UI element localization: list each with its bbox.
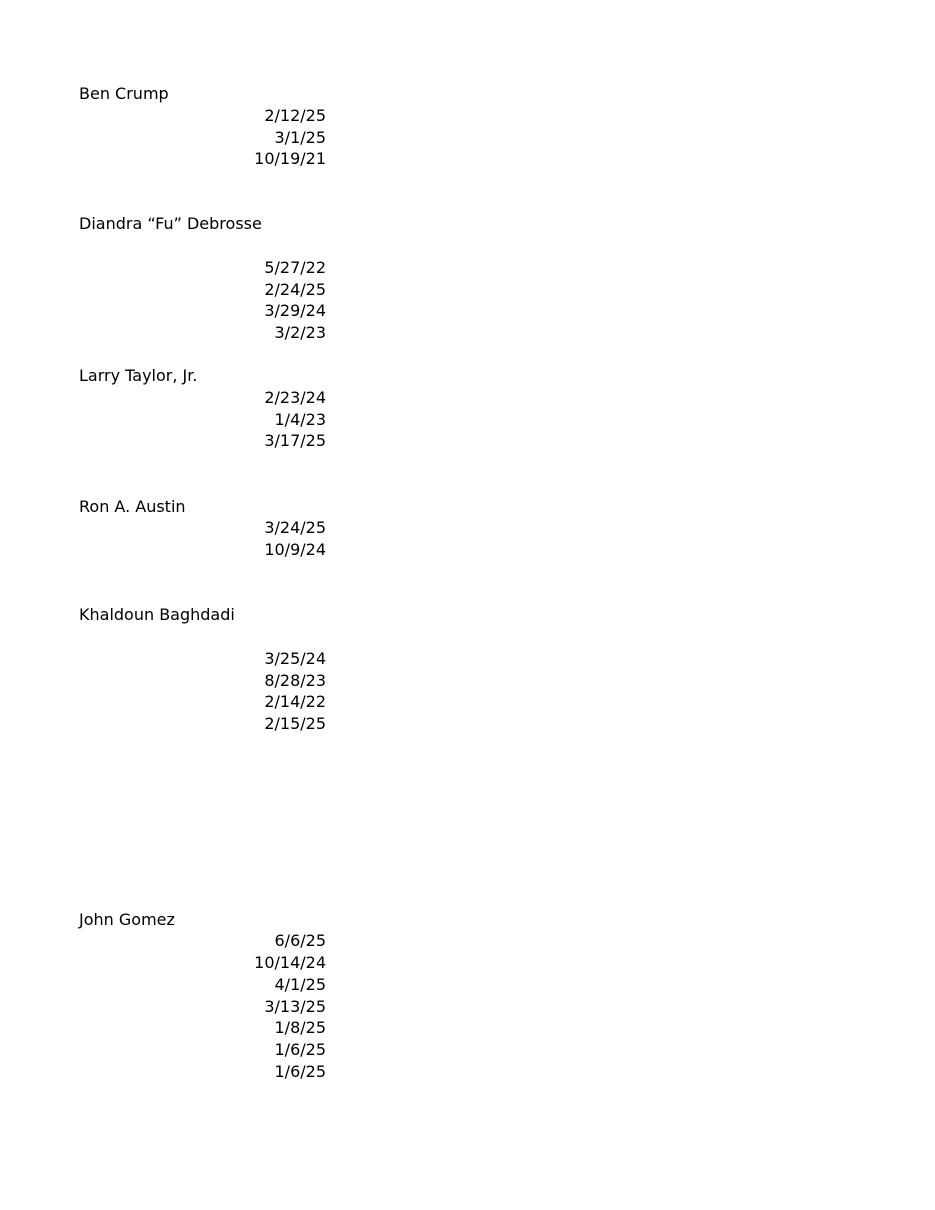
person-name-ron-austin: Ron A. Austin [79,497,186,516]
date-cell: 2/14/22 [264,692,326,711]
person-name-diandra-debrosse: Diandra “Fu” Debrosse [79,214,262,233]
date-cell: 1/4/23 [274,410,326,429]
date-cell: 10/14/24 [254,953,326,972]
date-cell: 3/13/25 [264,997,326,1016]
date-cell: 3/25/24 [264,649,326,668]
person-name-ben-crump: Ben Crump [79,84,169,103]
date-cell: 10/9/24 [264,540,326,559]
date-cell: 3/17/25 [264,431,326,450]
person-name-khaldoun-baghdadi: Khaldoun Baghdadi [79,605,235,624]
person-name-larry-taylor: Larry Taylor, Jr. [79,366,198,385]
date-cell: 2/24/25 [264,280,326,299]
date-cell: 1/6/25 [274,1040,326,1059]
date-cell: 6/6/25 [274,931,326,950]
date-cell: 8/28/23 [264,671,326,690]
date-cell: 2/15/25 [264,714,326,733]
date-cell: 3/2/23 [274,323,326,342]
date-cell: 4/1/25 [274,975,326,994]
date-cell: 3/1/25 [274,128,326,147]
date-cell: 3/24/25 [264,518,326,537]
date-cell: 3/29/24 [264,301,326,320]
date-cell: 1/6/25 [274,1062,326,1081]
person-name-john-gomez: John Gomez [79,910,175,929]
date-cell: 2/23/24 [264,388,326,407]
date-cell: 1/8/25 [274,1018,326,1037]
date-cell: 5/27/22 [264,258,326,277]
date-cell: 10/19/21 [254,149,326,168]
date-cell: 2/12/25 [264,106,326,125]
